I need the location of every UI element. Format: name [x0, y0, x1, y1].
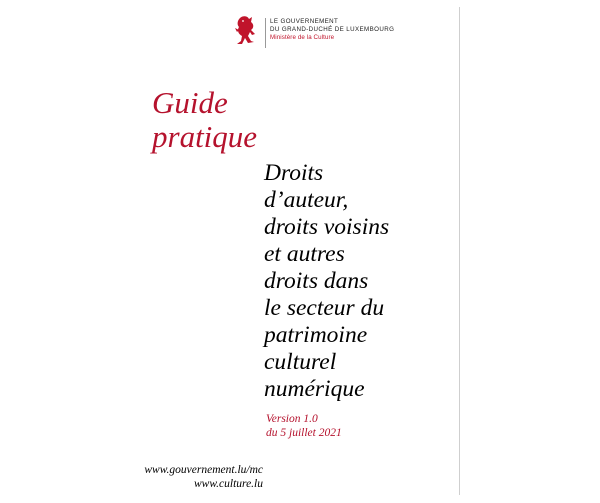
- title-line: et autres: [264, 241, 345, 267]
- guide-line-1: Guide: [152, 85, 228, 120]
- title-line: Droits: [264, 160, 324, 186]
- government-text: [270, 18, 394, 42]
- version-number: Version 1.0: [266, 413, 318, 425]
- gov-line-2: DU GRAND-DUCHÉ DE LUXEMBOURG: [270, 26, 395, 33]
- title-line: d’auteur,: [264, 187, 349, 213]
- title-line: patrimoine: [264, 322, 368, 348]
- gov-line-1: LE GOUVERNEMENT: [270, 18, 339, 25]
- header-divider: [265, 18, 266, 48]
- url-culture: www.culture.lu: [194, 477, 263, 490]
- ministry-name: Ministère de la Culture: [270, 34, 335, 41]
- guide-heading: [152, 86, 257, 154]
- title-line: droits voisins: [264, 214, 390, 240]
- url-gouvernement: www.gouvernement.lu/mc: [144, 464, 263, 476]
- title-line: culturel: [264, 349, 337, 375]
- page-edge-rule: [459, 7, 460, 495]
- document-title: [264, 160, 389, 403]
- guide-line-2: pratique: [152, 119, 258, 154]
- title-line: le secteur du: [264, 295, 385, 321]
- website-links: [144, 464, 263, 491]
- red-lion-emblem-icon: [234, 14, 258, 50]
- version-info: [266, 412, 342, 440]
- title-line: droits dans: [264, 268, 369, 294]
- title-line: numérique: [264, 376, 365, 402]
- version-date: du 5 juillet 2021: [266, 427, 342, 439]
